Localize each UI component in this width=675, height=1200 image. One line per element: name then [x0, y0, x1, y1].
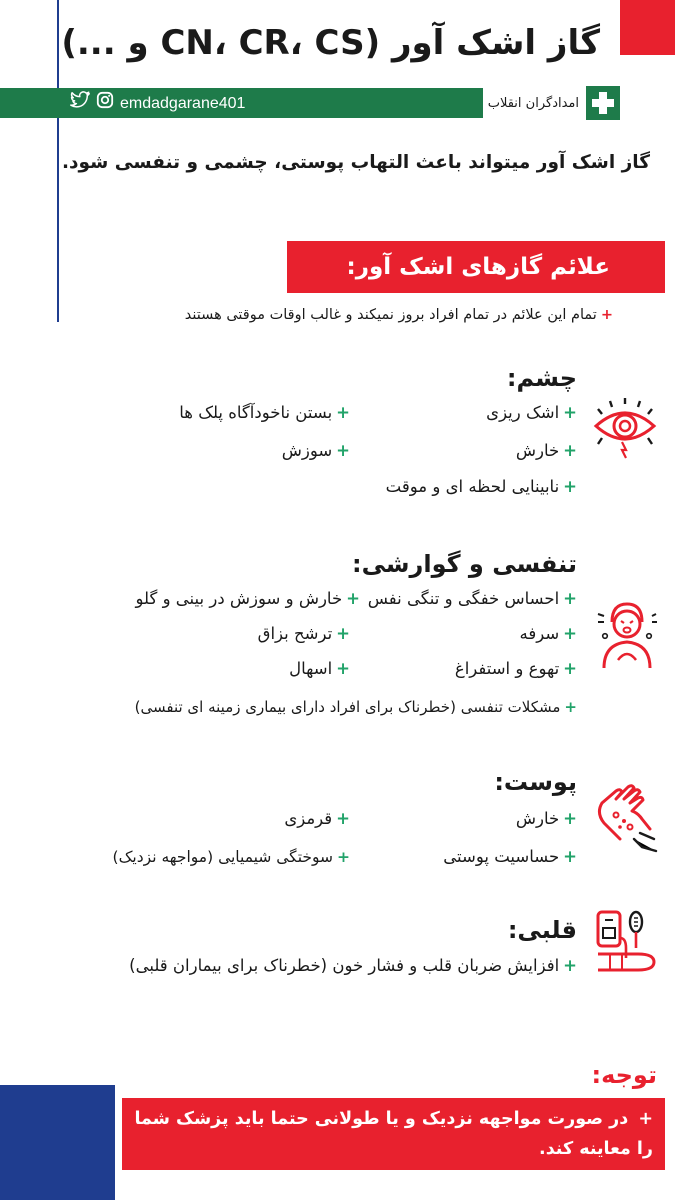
plus-icon: +: [563, 441, 577, 460]
symptoms-note: [53, 302, 613, 328]
handle-text: emdadgarane401: [120, 95, 246, 112]
plus-icon: +: [563, 809, 577, 828]
respiratory-item-7: +مشکلات تنفسی (خطرناک برای افراد دارای بیماری زمینه ای تنفسی): [134, 698, 577, 716]
eye-section-title: چشم:: [506, 364, 577, 392]
symptoms-note-text: تمام این علائم در تمام افراد بروز نمیکند و غالب اوقات موقتی هستند: [184, 307, 597, 323]
plus-icon: +: [563, 956, 577, 975]
plus-icon: +: [632, 1109, 653, 1129]
heart-item-1: +افزایش ضربان قلب و فشار خون (خطرناک برای بیماران قلبی): [129, 956, 577, 975]
corner-blue-square: [0, 1085, 115, 1200]
eye-item-2: +بستن ناخودآگاه پلک ها: [179, 403, 350, 422]
plus-icon: +: [563, 624, 577, 643]
plus-icon: +: [563, 403, 577, 422]
warning-box: [122, 1098, 665, 1170]
plus-icon: +: [563, 477, 577, 496]
skin-item-2: +قرمزی: [284, 809, 350, 828]
skin-item-3: +حساسیت پوستی: [443, 847, 577, 866]
eye-item-4: +سوزش: [281, 441, 350, 460]
respiratory-item-1: +احساس خفگی و تنگی نفس: [367, 589, 577, 608]
eye-item-3: +خارش: [515, 441, 577, 460]
page-title: گاز اشک آور (CN، CR، CS و ...): [61, 23, 600, 63]
plus-icon: +: [336, 624, 350, 643]
skin-item-1: +خارش: [515, 809, 577, 828]
plus-icon: +: [563, 589, 577, 608]
corner-red-square: [620, 0, 675, 55]
eye-item-1: +اشک ریزی: [486, 403, 577, 422]
plus-icon: +: [564, 698, 577, 716]
instagram-icon: [96, 91, 114, 117]
intro-text: گاز اشک آور میتواند باعث التهاب پوستی، چشمی و تنفسی شود.: [61, 152, 650, 173]
eye-item-5: +نابینایی لحظه ای و موقت: [385, 477, 577, 496]
blood-pressure-icon: [594, 908, 660, 976]
first-aid-cross-icon: [586, 86, 620, 120]
respiratory-section-title: تنفسی و گوارشی:: [352, 550, 577, 578]
symptoms-banner: علائم گازهای اشک آور:: [287, 241, 665, 293]
respiratory-item-5: +تهوع و استفراغ: [454, 659, 577, 678]
respiratory-item-2: +خارش و سوزش در بینی و گلو: [135, 589, 360, 608]
warning-text: در صورت مواجهه نزدیک و یا طولانی حتما باید پزشک شما را معاینه کند.: [134, 1109, 653, 1159]
plus-icon: +: [337, 848, 350, 866]
org-name: امدادگران انقلاب: [487, 96, 579, 111]
plus-icon: +: [563, 847, 577, 866]
plus-icon: +: [336, 403, 350, 422]
plus-icon: +: [336, 441, 350, 460]
skin-item-4: +سوختگی شیمیایی (مواجهه نزدیک): [112, 848, 350, 866]
respiratory-item-3: +سرفه: [519, 624, 577, 643]
eye-icon: [592, 398, 658, 460]
twitter-icon: [70, 91, 90, 117]
skin-rash-hand-icon: [594, 783, 662, 855]
social-handle-group: [70, 91, 245, 117]
respiratory-item-6: +اسهال: [289, 659, 350, 678]
coughing-person-icon: [596, 600, 658, 670]
respiratory-item-4: +ترشح بزاق: [257, 624, 350, 643]
plus-icon: +: [336, 809, 350, 828]
plus-icon: +: [346, 589, 360, 608]
plus-icon: +: [563, 659, 577, 678]
plus-icon: +: [600, 307, 613, 323]
warning-title: توجه:: [591, 1061, 657, 1089]
plus-icon: +: [336, 659, 350, 678]
heart-section-title: قلبی:: [507, 916, 577, 944]
skin-section-title: پوست:: [494, 768, 577, 796]
